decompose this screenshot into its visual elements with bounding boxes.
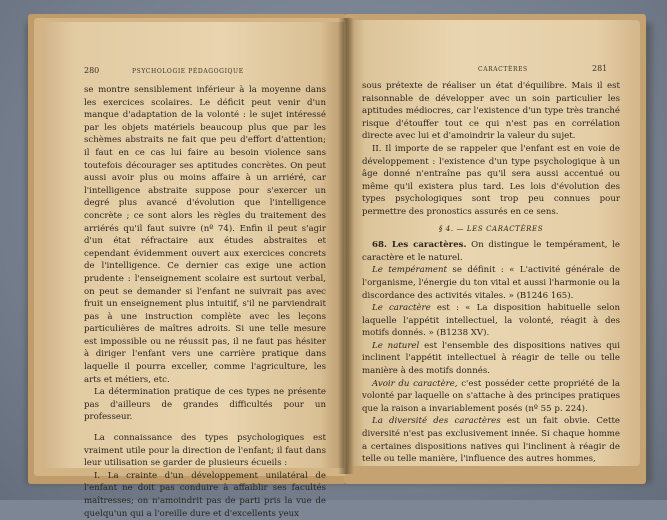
right-paragraph-3 — [362, 239, 620, 264]
right-paragraph-6 — [362, 340, 620, 378]
right-page-number: 281 — [592, 64, 608, 73]
right-paragraph-5-text: est : « La disposition habituelle selon laquelle l'appétit intellectuel, la volonté, réagit à des motifs donnés. » (B1238 XV). — [362, 303, 620, 339]
left-paragraph-3: La connaissance des types psychologiques est vraiment utile pour la direction de l'enfant; il faut dans leur utilisation se garder de plusieurs écueils : — [84, 433, 326, 469]
left-page — [44, 22, 344, 519]
open-book — [18, 14, 650, 519]
left-page-number: 280 — [84, 66, 100, 75]
right-page-body — [362, 80, 620, 466]
caractere-term: Le caractère — [372, 303, 431, 314]
temperament-term: Le tempérament — [372, 265, 447, 276]
section-68-title: 68. Les caractères. — [372, 240, 467, 251]
right-page — [348, 20, 640, 466]
left-paragraph-4: I. La crainte d'un développement unilatéral de l'enfant ne doit pas conduire à affaiblir ses facultés maîtresses; on n'amoindrit pas de parti pris la vue de quelqu'un qui a l'oreille dure et d'excellents yeux — [84, 470, 326, 519]
right-paragraph-7 — [362, 378, 620, 416]
right-paragraph-2: II. Il importe de se rappeler que l'enfant est en voie de développement : l'existence d'un type psychologique à un âge donné n'entraîne pas qu'il sera aussi accentué ou même qu'il existera plus tard. Les lois d'évolution des types psychologiques sont trop peu connues pour permettre des pronostics assurés en ce sens. — [362, 143, 620, 217]
left-paragraph-1: se montre sensiblement inférieur à la moyenne dans les exercices scolaires. Le déficit peut venir d'un manque d'adaptation de la volonté : le sujet intéressé par les objets matériels beaucoup plus que par les schèmes abstraits ne fait que peu d'effort d'attention; il faut en ce cas lui faire au besoin violence sans toutefois décourager ses aptitudes concrètes. On peut aussi avoir plus ou moins affaire à un arriéré, car l'intelligence abstraite suppose pour s'exercer un degré plus avancé d'évolution que l'intelligence concrète ; ce sont alors les règles du traitement des arriérés qu'il faut suivre (nº 74). Enfin il peut s'agir d'un état réfractaire aux études abstraites et cependant évidemment ouvert aux exercices concrets de l'intelligence. Ce dernier cas exige une action prudente : l'enseignement scolaire est surtout verbal, on peut se demander si l'enfant ne suivrait pas avec fruit un enseignement plus intuitif, s'il ne parviendrait pas à une instruction complète avec les leçons particulières de maîtres adroits. Si une telle mesure est impossible ou ne réussit pas, il ne faut pas hésiter à diriger l'enfant vers une carrière pratique dans laquelle il pourra exceller, comme l'agriculture, les arts et métiers, etc. — [84, 85, 326, 385]
right-paragraph-4 — [362, 264, 620, 302]
right-paragraph-3-text: On distingue le tempérament, le caractère et le naturel. — [362, 240, 620, 263]
right-running-head: CARACTÈRES — [478, 66, 528, 73]
right-paragraph-8-text: est un fait obvie. Cette diversité n'est pas exclusivement innée. Si chaque homme a certaines dispositions natives qui l'inclinent à réagir de telle ou telle manière, l'influence des autres hommes, — [362, 416, 620, 465]
left-page-body — [84, 84, 326, 520]
naturel-term: Le naturel — [372, 340, 420, 351]
right-paragraph-8 — [362, 415, 620, 465]
right-paragraph-7-text: c'est posséder cette propriété de la volonté par laquelle on s'attache à des principes pratiques que la raison a invariablement posés (nº 55 p. 224). — [362, 378, 620, 414]
right-paragraph-5 — [362, 302, 620, 340]
avoir-caractere-term: Avoir du caractère, — [372, 378, 458, 389]
section-heading: § 4. — LES CARACTÈRES — [438, 224, 544, 233]
left-paragraph-2: La détermination pratique de ces types ne présente pas d'ailleurs de grandes difficultés pour un professeur. — [84, 387, 326, 423]
right-paragraph-4-text: se définit : « L'activité générale de l'organisme, l'énergie du ton vital et aussi l'harmonie ou la discordance des activités vitales. » (B1246 165). — [362, 265, 620, 301]
right-paragraph-1: sous prétexte de réaliser un état d'équilibre. Mais il est raisonnable de développer avec un soin particulier les aptitudes médiocres, car l'existence d'un type très tranché risque d'étouffer tout ce qui n'est pas en corrélation directe avec lui et d'amoindrir la valeur du sujet. — [362, 81, 620, 142]
left-running-head: PSYCHOLOGIE PÉDAGOGIQUE — [132, 68, 244, 75]
diversite-term: La diversité des caractères — [372, 416, 501, 427]
book-gutter — [338, 18, 354, 474]
right-paragraph-6-text: est l'ensemble des dispositions natives qui inclinent l'appétit intellectuel à réagir de telle ou telle manière à des motifs donnés. — [362, 340, 620, 377]
